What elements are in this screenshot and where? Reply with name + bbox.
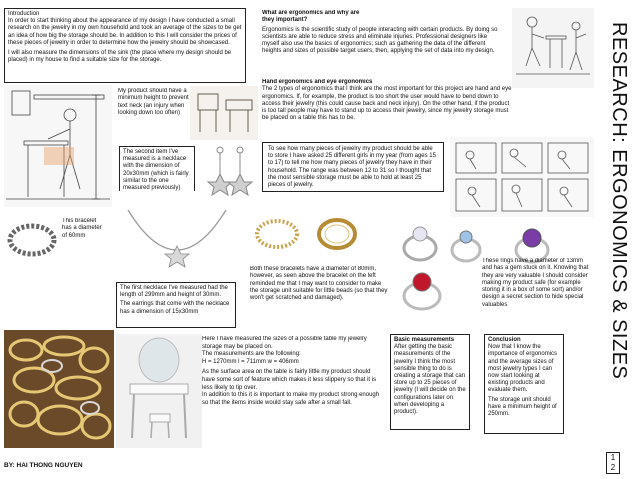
first-necklace-box [116,282,236,328]
first-necklace-text: The first necklace I've measured had the length of 299mm and height of 30mm. [120,285,228,299]
rings-note: These rings have a diameter of 13mm and has a gem stuck on it. Knowing that they are very valuable I should consider making my product safe (for example storing it in a box of some sort) and/or design a secret section to hide special valuables [482,258,589,308]
furniture-sketch-image [190,86,258,140]
conclusion-body-2: The storage unit should have a minimum height of 250mm. [488,396,557,418]
necklace-image [118,200,236,278]
table-measurement-section [202,336,382,446]
table-p5: In addition to this it is important to make my product strong enough so that the items inside would stay safe after a small fall. [202,392,380,406]
hand-eye-body: The 2 types of ergonomics that I think are the most important for this project are hand and eye ergonomics. If, for example, the product is too short the user would have to bend down to access their jewelry (this could cause back and neck injury). On the other hand, if the product is too tall people may have to stand up to access their jewelry, since my jewelry storage must be placed on a table this has to be. [262,86,512,122]
table-p1: Here I have measured the sizes of a possible table my jewelry storage may be placed on. [202,336,367,350]
pieces-survey-box [262,142,444,192]
basic-measurements-box [390,334,470,430]
desk-ergonomics-drawing [4,85,112,207]
hand-eye-section [262,79,514,137]
bracelet-note: This bracelet has a diameter of 60mm [62,218,102,239]
page-number-text: 1 2 [610,453,616,472]
introduction-heading: Introduction [8,11,40,17]
ergonomics-heading: What are ergonomics and why are they important? [262,10,360,24]
beaded-bracelet-image [252,212,302,256]
conclusion-box [484,334,564,434]
both-bracelets-note: Both these bracelets have a diameter of 80mm, however, as seen above the bracelet on the left reminded me that I may want to consider to make the storage unit suitable for little beads (so that they won't get scratched and damaged). [250,266,388,302]
introduction-body-2: I will also measure the dimensions of the sink (the place where my design should be placed) in my house to find a suitable size for the storage. [8,50,232,64]
introduction-body: In order to start thinking about the appearance of my design I have conducted a small research on the jewelry in my own household and took an average of the sizes to be get an idea of how big the storage should be. In addition to this I will consider the prices of these pieces of jewelry in order to determine how the jewelry should be showcased. [8,18,242,46]
ergonomics-sketches-image [512,8,594,88]
hand-eye-heading: Hand ergonomics and eye ergonomics [262,79,373,85]
ergonomics-section [262,10,502,72]
earrings-image [202,142,258,202]
table-p4: As the surface area on the table is fairly little my product should have some sort of feature which makes it less slippery so that it is less likely to tip over. [202,369,377,391]
second-item-text: The second item I've measured is a necklace with the dimension of 20x30mm (which is fairly similar to the one measured previously) [119,146,195,191]
table-p3: H = 1270mm l = 711mm w = 406mm [202,358,299,365]
jewelry-pile-photo [4,330,114,448]
page-title-text: RESEARCH: ERGONOMICS & SIZES [608,22,630,380]
gold-bracelet-image [312,212,362,256]
basic-measurements-heading: Basic measurements [394,337,455,343]
ergonomics-body: Ergonomics is the scientific study of people interacting with certain products. By doing so scientists are able to reduce stress and eliminate injuries. Professional designers like myself also use the basics of ergonomics; such as gathering the data of the different heights and sizes of possible target users, then, applying the set of data into my design. [262,26,498,55]
author-footer: BY: HAI THONG NGUYEN [4,462,83,469]
vanity-table-photo [116,334,202,448]
chain-bracelet-image [6,218,58,262]
earrings-dimension-text: The earrings that come with the necklace has a dimension of 15x30mm [120,301,230,315]
conclusion-heading: Conclusion [488,337,521,343]
second-item-box [116,144,198,191]
introduction-box [4,8,246,83]
basic-measurements-body: After getting the basic measurements of the jewelry I think the most sensible thing to do is creating a storage that can store up to 25 pieces of jewelry (I will decide on the configurations later on when developing a product). [394,344,466,416]
page-title [596,22,636,422]
pieces-survey-text: To see how many pieces of jewelry my product should be able to store I have asked 25 different girls in my year (from ages 15 to 17) to tell me how many pieces of jewelry they have in their household. The range was between 12 to 31 so I thought that the most sensible storage must be able to hold at least 25 pieces of jewelry. [268,146,436,189]
page-number [606,452,620,474]
product-height-note: My product should have a minimum height to prevent text neck (an injury when looking down too often) [118,88,189,116]
eye-ergonomics-sketches [450,137,594,217]
table-p2: The measurements are the following: [202,351,301,358]
conclusion-body: Now that I know the importance of ergonomics and the average sizes of most jewelry types I can now start looking at existing products and evaluate them. [488,344,558,394]
